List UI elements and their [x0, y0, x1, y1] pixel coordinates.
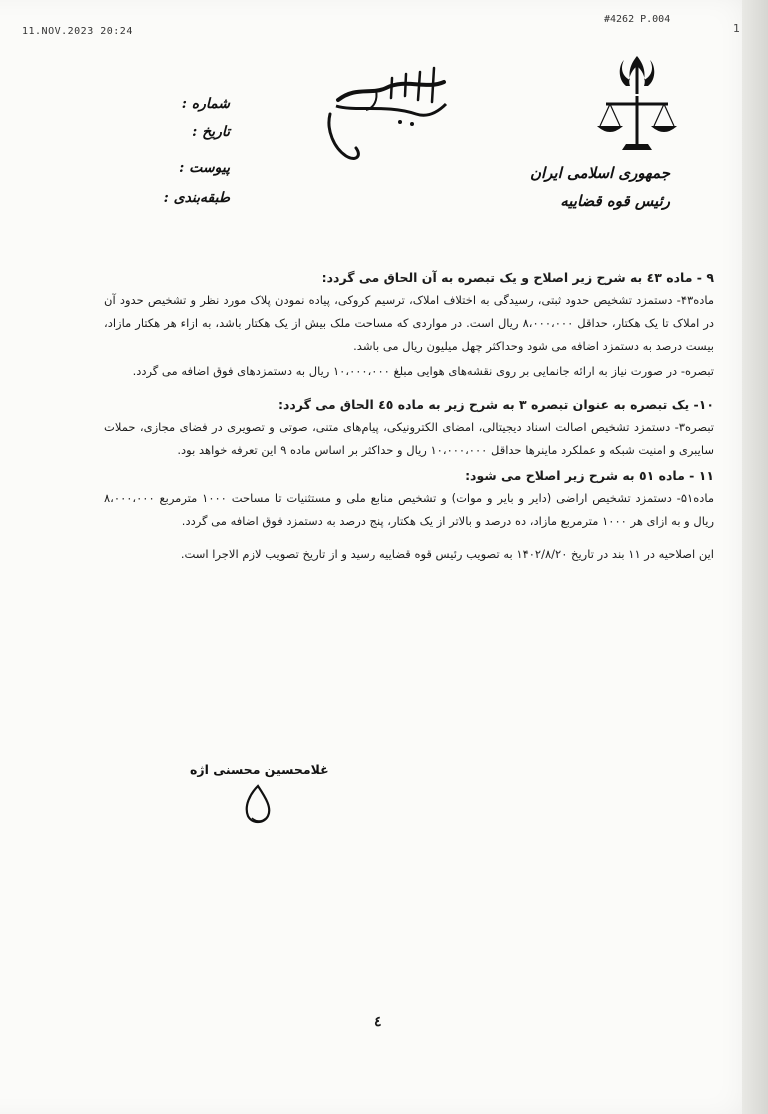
meta-classification-label: طبقه‌بندی :: [163, 190, 230, 206]
org-title: رئیس قوه قضاییه: [560, 192, 670, 210]
fax-date-time: 11.NOV.2023 20:24: [22, 26, 133, 37]
edge-mark: 1: [733, 22, 740, 35]
section-9-heading: ۹ - ماده ٤٣ به شرح زیر اصلاح و یک تبصره به آن الحاق می گردد:: [321, 270, 714, 285]
meta-attachment-label: پیوست :: [179, 160, 230, 176]
section-9-text: ماده۴۳- دستمزد تشخیص حدود ثبتی، رسیدگی به اختلاف املاک، ترسیم کروکی، پیاده نمودن پلاک مورد نظر و تشخیص حدود آن در املاک تا یک هکتار، حداقل ۸،۰۰۰،۰۰۰ ریال است. در مواردی که مساحت ملک بیش از یک هکتار باشد، به ازاء هر هکتار مازاد، بیست درصد به دستمزد اضافه می شود وحداکثر چهل میلیون ریال می باشد.: [104, 293, 714, 353]
section-10-heading: ۱۰- یک تبصره به عنوان تبصره ۳ به شرح زیر به ماده ٤٥ الحاق می گردد:: [277, 397, 714, 412]
section-11-heading: ۱۱ - ماده ٥١ به شرح زیر اصلاح می شود:: [465, 468, 714, 483]
scan-edge-shadow: [742, 0, 768, 1114]
document-body: [104, 266, 714, 568]
org-name: جمهوری اسلامی ایران: [529, 164, 670, 182]
section-10-text: تبصره۳- دستمزد تشخیص اصالت اسناد دیجیتالی، امضای الکترونیکی، پیام‌های متنی، صوتی و تصویری در فضای مجازی، حملات سایبری و امنیت شبکه و عملکرد ماینرها حداقل ۱۰،۰۰۰،۰۰۰ ریال و حداکثر بر اساس ماده ۹ این تعرفه خواهد بود.: [104, 420, 714, 457]
page-number: ٤: [374, 1014, 382, 1030]
closing-statement: این اصلاحیه در ۱۱ بند در تاریخ ۱۴۰۲/۸/۲۰ به تصویب رئیس قوه قضاییه رسید و از تاریخ تصویب لازم الاجرا است.: [180, 547, 714, 561]
signature-mark: [222, 780, 292, 830]
fax-page-ref: #4262 P.004: [604, 14, 671, 25]
section-9-note: تبصره- در صورت نیاز به ارائه جانمایی بر روی نقشه‌های هوایی مبلغ ۱۰،۰۰۰،۰۰۰ ریال به دستمزدهای فوق اضافه می گردد.: [132, 364, 714, 378]
signatory-name: غلامحسین محسنی اژه: [190, 762, 329, 777]
section-11-text: ماده۵۱- دستمزد تشخیص اراضی (دایر و بایر و موات) و تشخیص منابع ملی و مستثنیات تا مساحت ۱۰۰۰ مترمربع ۸،۰۰۰،۰۰۰ ریال و به ازای هر ۱۰۰۰ مترمربع مازاد، ده درصد و بالاتر از یک هکتار، پنج درصد به دستمزد فوق اضافه می گردد.: [104, 491, 714, 528]
meta-date-label: تاریخ :: [192, 124, 230, 140]
meta-number-label: شماره :: [181, 96, 230, 112]
bismillah-calligraphy: [316, 60, 456, 170]
emblem-with-scales: [592, 50, 682, 160]
